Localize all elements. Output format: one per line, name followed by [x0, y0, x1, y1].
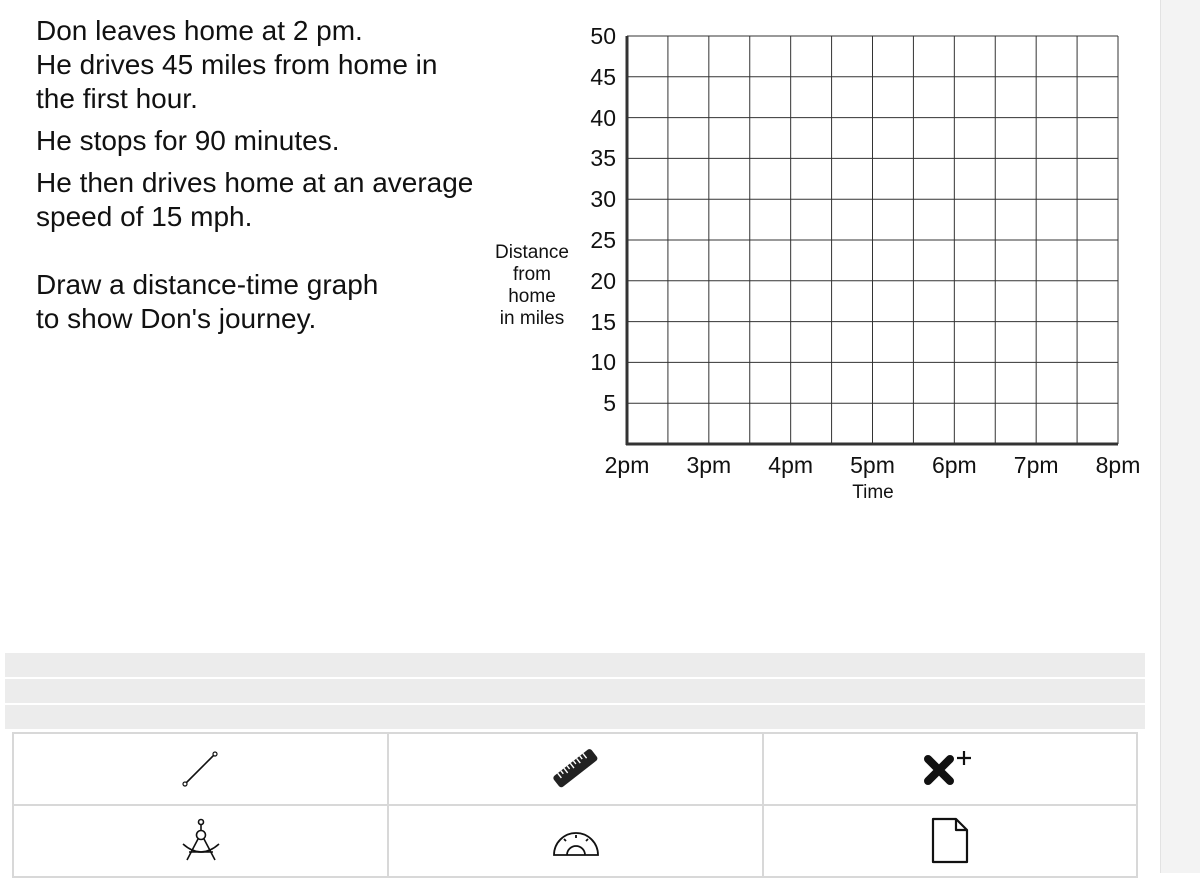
line-tool-icon: [181, 749, 221, 789]
x-tick-label: 2pm: [604, 452, 650, 478]
plot-point-button[interactable]: [762, 732, 1138, 806]
y-tick-label: 40: [590, 104, 616, 131]
question-line: speed of 15 mph.: [36, 201, 253, 232]
ruler-icon: [551, 744, 601, 794]
y-tick-label: 5: [603, 390, 616, 417]
question-line: Don leaves home at 2 pm.: [36, 15, 363, 46]
y-tick-label: 10: [590, 349, 616, 376]
y-tick-label: 25: [590, 227, 616, 253]
x-axis-label: Time: [852, 482, 894, 503]
plot-point-icon: [922, 747, 978, 791]
y-tick-label: 15: [590, 308, 616, 335]
question-line: He drives 45 miles from home in: [36, 49, 438, 80]
compass-tool-button[interactable]: [12, 804, 389, 878]
compass-icon: [179, 816, 223, 866]
question-line: He stops for 90 minutes.: [36, 125, 340, 156]
y-axis-label-line: Distance: [495, 242, 569, 263]
y-tick-label: 50: [590, 23, 616, 49]
blank-page-icon: [928, 816, 972, 866]
line-tool-button[interactable]: [12, 732, 389, 806]
answer-band: [5, 653, 1145, 677]
protractor-icon: [551, 823, 601, 859]
answer-band: [5, 679, 1145, 703]
ruler-tool-button[interactable]: [387, 732, 764, 806]
y-tick-label: 30: [590, 186, 616, 213]
x-tick-label: 4pm: [768, 452, 814, 478]
tools-panel: [12, 732, 1138, 873]
y-axis-label-line: in miles: [499, 308, 565, 329]
x-tick-label: 5pm: [850, 452, 895, 478]
question-line: He then drives home at an average: [36, 167, 474, 198]
x-tick-label: 6pm: [931, 452, 977, 478]
instruction-line: Draw a distance-time graph: [36, 269, 379, 300]
y-tick-label: 45: [590, 63, 616, 90]
x-tick-label: 7pm: [1013, 452, 1059, 478]
y-axis-label-line: home: [508, 286, 556, 307]
answer-band: [5, 705, 1145, 729]
y-tick-label: 35: [590, 145, 616, 172]
x-tick-label: 3pm: [686, 452, 732, 478]
protractor-tool-button[interactable]: [387, 804, 764, 878]
y-axis-label-line: from: [513, 264, 551, 285]
question-line: the first hour.: [36, 83, 198, 114]
y-tick-label: 20: [590, 267, 616, 294]
instruction-line: to show Don's journey.: [36, 303, 317, 334]
x-tick-label: 8pm: [1095, 452, 1141, 478]
page-tool-button[interactable]: [762, 804, 1138, 878]
